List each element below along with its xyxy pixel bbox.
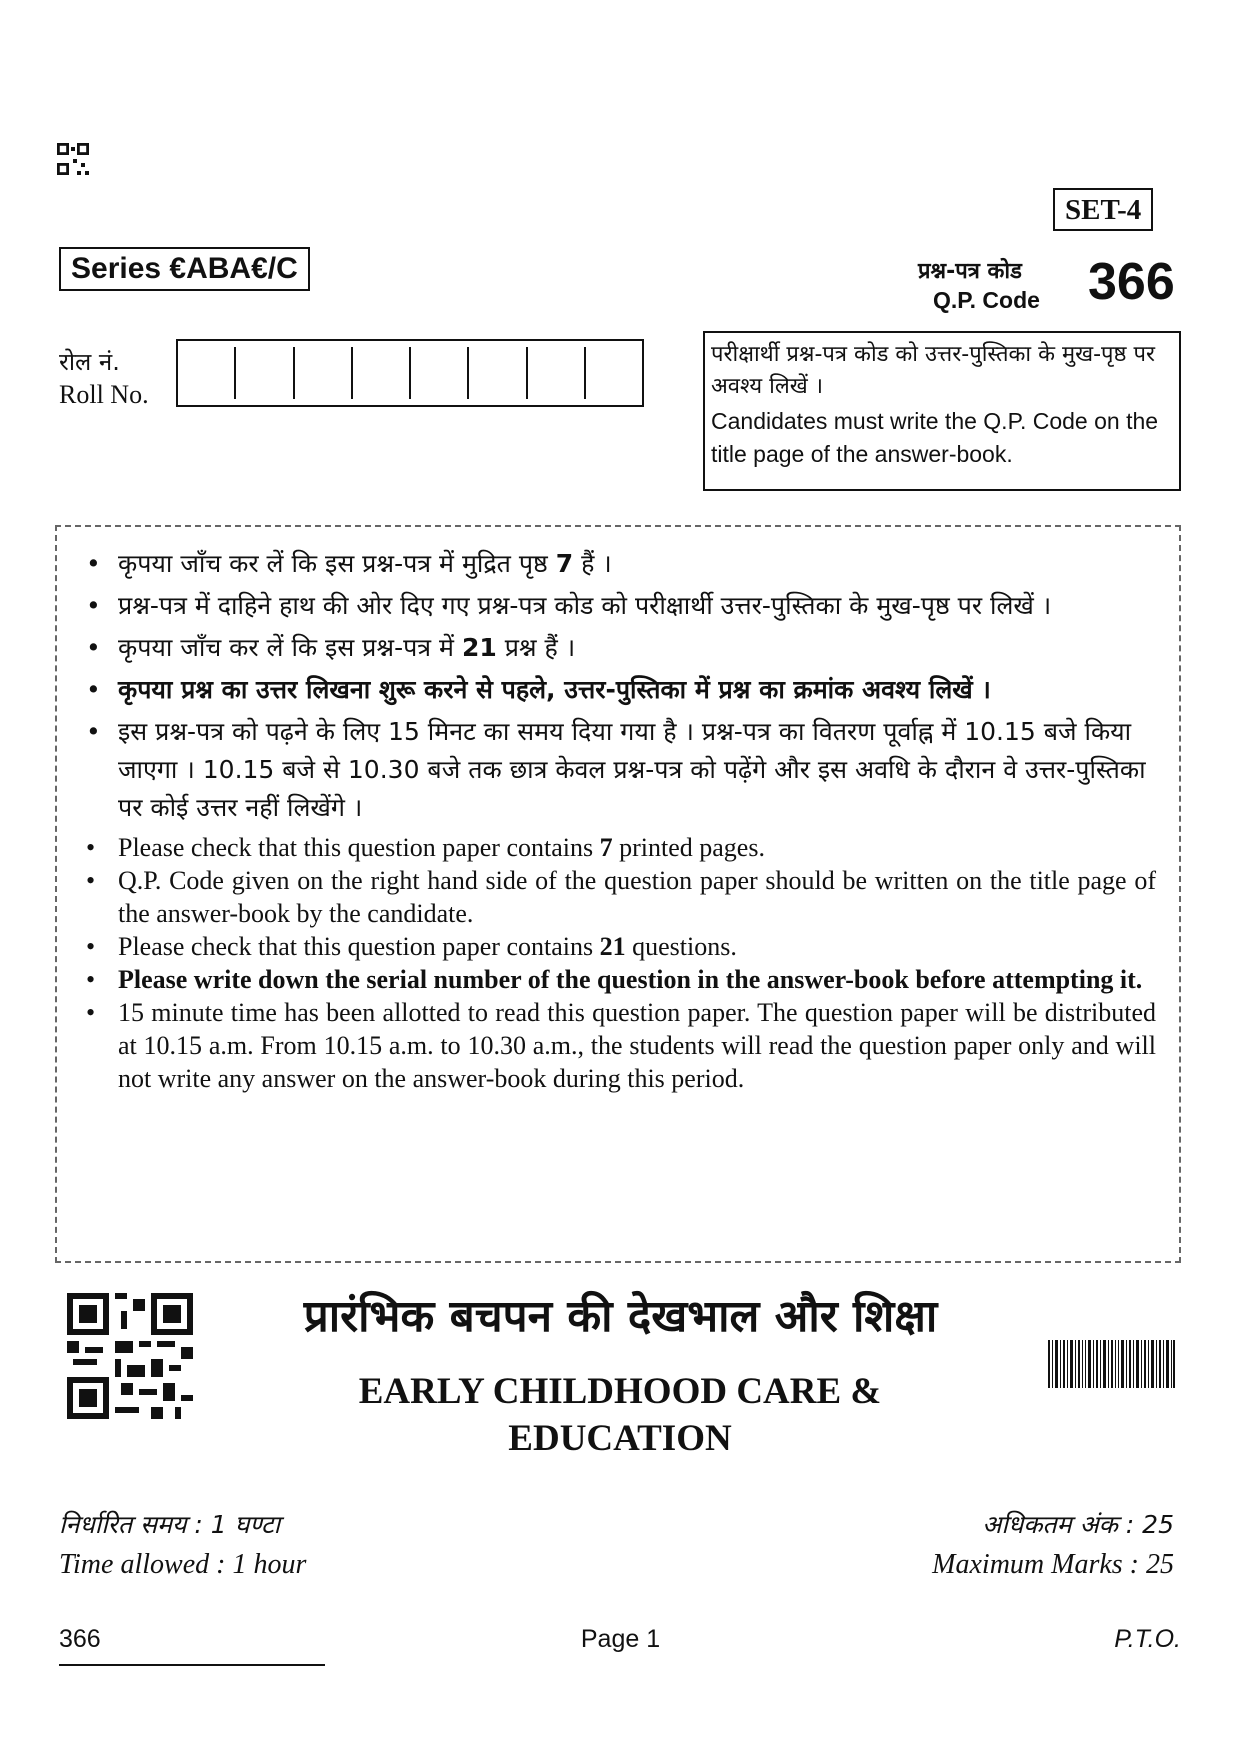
- maximum-marks: Maximum Marks : 25: [932, 1549, 1174, 1580]
- instructions-english-list: [82, 831, 1156, 1095]
- page-number: Page 1: [580, 1625, 661, 1653]
- instruction-item: • Please write down the serial number of the question in the answer-book before attempting it.: [82, 963, 1156, 996]
- roll-box[interactable]: [528, 347, 586, 399]
- instruction-item: • Q.P. Code given on the right hand side of the question paper should be written on the title page of the answer-book by the candidate.: [82, 864, 1156, 930]
- instructions: [82, 545, 1156, 1095]
- instruction-hindi-item: • इस प्रश्न-पत्र को पढ़ने के लिए 15 मिनट का समय दिया गया है । प्रश्न-पत्र का वितरण पूर्वाह्न में 10.15 बजे किया जाएगा । 10.15 बजे से 10.30 बजे तक छात्र केवल प्रश्न-पत्र को पढ़ेंगे और इस अवधि के दौरान वे उत्तर-पुस्तिका पर कोई उत्तर नहीं लिखेंगे ।: [82, 713, 1156, 827]
- maximum-marks-hindi: अधिकतम अंक : 25: [982, 1510, 1174, 1539]
- set-label: SET-4: [1053, 188, 1153, 231]
- roll-label-hindi: रोल नं.: [59, 348, 120, 376]
- roll-box[interactable]: [178, 347, 236, 399]
- instruction-hindi-item: • कृपया जाँच कर लें कि इस प्रश्न-पत्र में मुद्रित पृष्ठ 7 हैं ।: [82, 545, 1156, 583]
- footer-code: 366: [59, 1625, 101, 1653]
- qp-code-note-box: [703, 331, 1181, 491]
- roll-label: Roll No.: [59, 380, 149, 409]
- roll-box[interactable]: [295, 347, 353, 399]
- barcode-icon: [1048, 1340, 1175, 1388]
- subject-title: EARLY CHILDHOOD CARE & EDUCATION: [358, 1371, 882, 1459]
- subject-title-hindi: प्रारंभिक बचपन की देखभाल और शिक्षा: [303, 1291, 938, 1342]
- instruction-hindi-item: • प्रश्न-पत्र में दाहिने हाथ की ओर दिए गए प्रश्न-पत्र कोड को परीक्षार्थी उत्तर-पुस्तिका के मुख-पृष्ठ पर लिखें ।: [82, 587, 1156, 625]
- roll-box[interactable]: [586, 347, 642, 399]
- qp-code-note-hindi: परीक्षार्थी प्रश्न-पत्र कोड को उत्तर-पुस्तिका के मुख-पृष्ठ पर अवश्य लिखें ।: [711, 342, 1155, 399]
- time-allowed-hindi: निर्धारित समय : 1 घण्टा: [59, 1510, 281, 1539]
- roll-box[interactable]: [469, 347, 527, 399]
- roll-number-boxes[interactable]: [176, 339, 644, 407]
- footer-divider: [59, 1664, 325, 1666]
- instruction-hindi-item: • कृपया प्रश्न का उत्तर लिखना शुरू करने से पहले, उत्तर-पुस्तिका में प्रश्न का क्रमांक अवश्य लिखें ।: [82, 671, 1156, 709]
- qp-code-label: Q.P. Code: [933, 287, 1040, 313]
- instructions-hindi-list: [82, 545, 1156, 827]
- instruction-item: • 15 minute time has been allotted to read this question paper. The question paper will be distributed at 10.15 a.m. From 10.15 a.m. to 10.30 a.m., the students will read the question paper only and will not write any answer on the answer-book during this period.: [82, 996, 1156, 1095]
- roll-box[interactable]: [411, 347, 469, 399]
- pto-label: P.T.O.: [1114, 1625, 1181, 1653]
- instruction-item: • Please check that this question paper contains 7 printed pages.: [82, 831, 1156, 864]
- qp-code-number: 366: [1088, 253, 1175, 311]
- instruction-item: • Please check that this question paper contains 21 questions.: [82, 930, 1156, 963]
- qp-code-label-hindi: प्रश्न-पत्र कोड: [918, 259, 1022, 284]
- roll-box[interactable]: [236, 347, 294, 399]
- qp-code-note: Candidates must write the Q.P. Code on the title page of the answer-book.: [711, 408, 1159, 467]
- qr-code-small-icon: [57, 143, 89, 175]
- roll-box[interactable]: [353, 347, 411, 399]
- series-label: Series €ABA€/C: [59, 247, 310, 291]
- time-allowed: Time allowed : 1 hour: [59, 1549, 307, 1580]
- instruction-hindi-item: • कृपया जाँच कर लें कि इस प्रश्न-पत्र में 21 प्रश्न हैं ।: [82, 629, 1156, 667]
